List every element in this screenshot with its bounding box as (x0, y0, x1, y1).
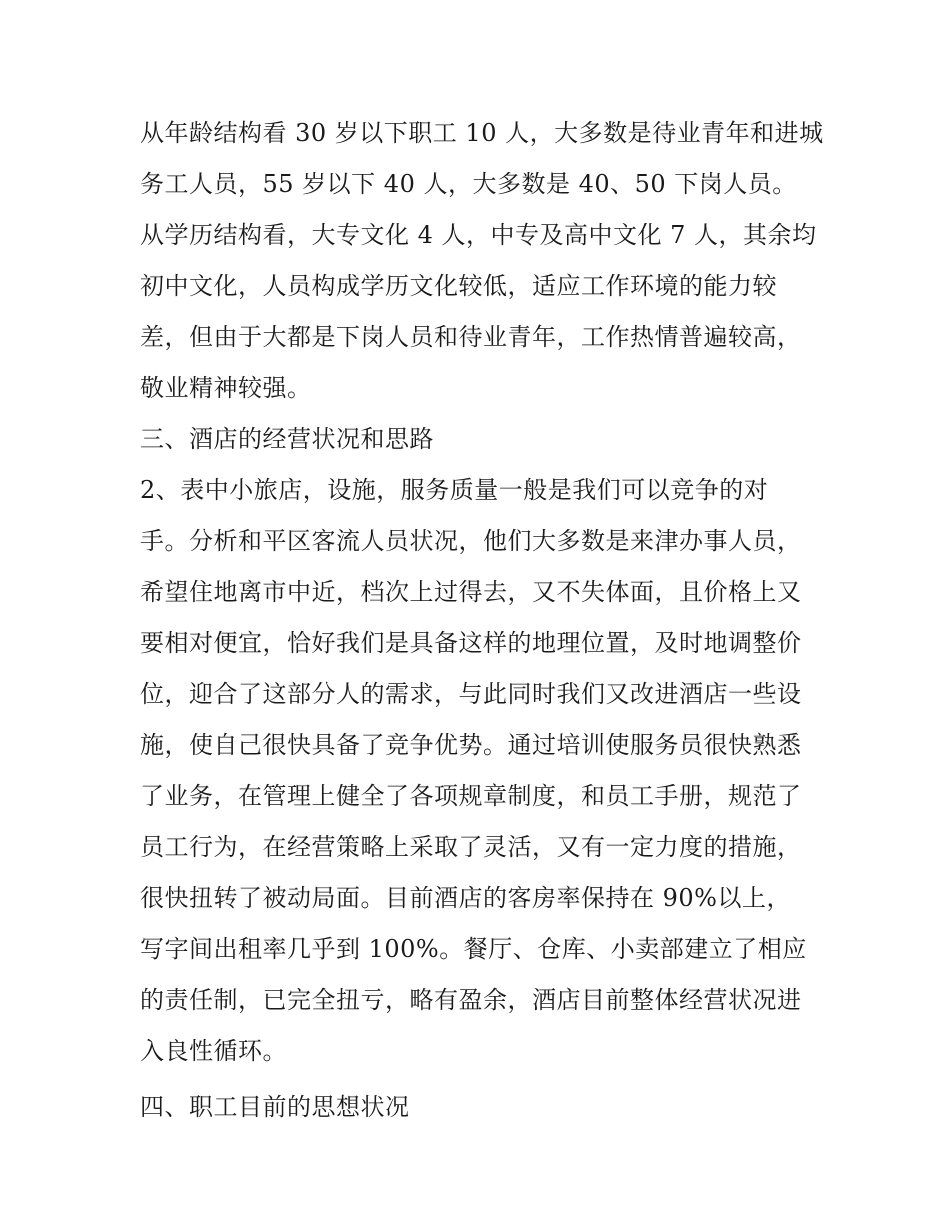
text-line: 的责任制，已完全扭亏，略有盈余，酒店目前整体经营状况进 (140, 986, 802, 1014)
document-body (140, 108, 824, 1138)
text-line: 员工行为，在经营策略上采取了灵活，又有一定力度的措施， (140, 833, 802, 861)
text-line: 施，使自己很快具备了竞争优势。通过培训使服务员很快熟悉 (140, 731, 802, 759)
text-line: 很快扭转了被动局面。目前酒店的客房率保持在 90%以上， (140, 884, 791, 912)
text-line: 希望住地离市中近，档次上过得去，又不失体面，且价格上又 (140, 578, 802, 606)
text-line: 了业务，在管理上健全了各项规章制度，和员工手册，规范了 (140, 782, 802, 810)
text-line: 写字间出租率几乎到 100%。餐厅、仓库、小卖部建立了相应 (140, 935, 807, 963)
text-line: 差，但由于大都是下岗人员和待业青年，工作热情普遍较高， (140, 323, 802, 351)
text-line: 要相对便宜，恰好我们是具备这样的地理位置，及时地调整价 (140, 629, 802, 657)
text-line: 敬业精神较强。 (140, 374, 312, 402)
text-line: 手。分析和平区客流人员状况，他们大多数是来津办事人员， (140, 527, 802, 555)
text-line: 从学历结构看，大专文化 4 人，中专及高中文化 7 人，其余均 (140, 221, 817, 249)
section-heading: 三、酒店的经营状况和思路 (140, 425, 434, 453)
text-line: 务工人员，55 岁以下 40 人，大多数是 40、50 下岗人员。 (140, 170, 797, 198)
text-line: 初中文化，人员构成学历文化较低，适应工作环境的能力较 (140, 272, 777, 300)
text-line: 位，迎合了这部分人的需求，与此同时我们又改进酒店一些设 (140, 680, 802, 708)
text-line: 入良性循环。 (140, 1037, 287, 1065)
text-line: 从年龄结构看 30 岁以下职工 10 人，大多数是待业青年和进城 (140, 119, 824, 147)
section-heading: 四、职工目前的思想状况 (140, 1093, 410, 1121)
text-line: 2、表中小旅店，设施，服务质量一般是我们可以竞争的对 (140, 476, 769, 504)
